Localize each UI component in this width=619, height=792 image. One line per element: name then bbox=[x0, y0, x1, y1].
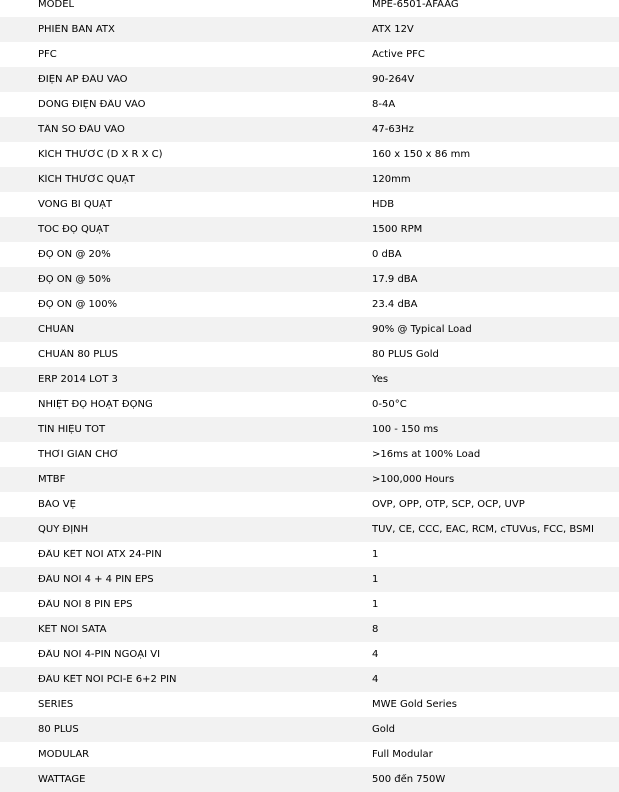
spec-value: 80 PLUS Gold bbox=[372, 349, 439, 360]
spec-value: 4 bbox=[372, 649, 379, 660]
spec-label: CHUẨN bbox=[38, 324, 75, 335]
spec-value: ATX 12V bbox=[372, 24, 414, 35]
spec-value: MPE-6501-AFAAG bbox=[372, 0, 459, 10]
spec-row bbox=[0, 392, 619, 417]
spec-row bbox=[0, 142, 619, 167]
spec-row bbox=[0, 442, 619, 467]
spec-row bbox=[0, 767, 619, 792]
spec-value: OVP, OPP, OTP, SCP, OCP, UVP bbox=[372, 499, 525, 510]
spec-row bbox=[0, 567, 619, 592]
spec-value: 47-63Hz bbox=[372, 124, 414, 135]
spec-row bbox=[0, 517, 619, 542]
spec-value: 8 bbox=[372, 624, 379, 635]
spec-value: 1 bbox=[372, 599, 379, 610]
spec-value: Gold bbox=[372, 724, 395, 735]
spec-label: NHIỆT ĐỘ HOẠT ĐỘNG bbox=[38, 399, 153, 410]
spec-value: 1 bbox=[372, 574, 379, 585]
spec-row bbox=[0, 742, 619, 767]
spec-row bbox=[0, 292, 619, 317]
spec-label: KÍCH THƯỚC QUẠT bbox=[38, 174, 135, 185]
spec-label: MODULAR bbox=[38, 749, 90, 760]
spec-value: 8-4A bbox=[372, 99, 396, 110]
spec-label: VÒNG BI QUẠT bbox=[38, 199, 113, 210]
spec-value: >16ms at 100% Load bbox=[372, 449, 481, 460]
spec-label: KẾT NỐI SATA bbox=[38, 624, 107, 635]
spec-label: BẢO VỆ bbox=[38, 499, 76, 510]
spec-label: QUY ĐỊNH bbox=[38, 524, 89, 535]
spec-value: 1 bbox=[372, 549, 379, 560]
spec-row bbox=[0, 492, 619, 517]
spec-value: Active PFC bbox=[372, 49, 425, 60]
spec-row bbox=[0, 367, 619, 392]
spec-label: ĐỘ ỒN @ 50% bbox=[38, 274, 111, 285]
spec-label: THỜI GIAN CHỜ bbox=[38, 449, 119, 460]
spec-row bbox=[0, 317, 619, 342]
spec-row bbox=[0, 67, 619, 92]
spec-row bbox=[0, 642, 619, 667]
spec-label: 80 PLUS bbox=[38, 724, 79, 735]
spec-label: CHUẨN 80 PLUS bbox=[38, 349, 118, 360]
spec-value: 500 đến 750W bbox=[372, 774, 446, 785]
spec-row bbox=[0, 17, 619, 42]
spec-row bbox=[0, 717, 619, 742]
spec-row bbox=[0, 617, 619, 642]
spec-value: 1500 RPM bbox=[372, 224, 423, 235]
spec-label: MODEL bbox=[38, 0, 75, 10]
spec-row bbox=[0, 667, 619, 692]
spec-value: 160 x 150 x 86 mm bbox=[372, 149, 471, 160]
spec-value: 90-264V bbox=[372, 74, 415, 85]
spec-label: TỐC ĐỘ QUẠT bbox=[38, 224, 110, 235]
spec-value: >100,000 Hours bbox=[372, 474, 455, 485]
spec-label: SERIES bbox=[38, 699, 74, 710]
spec-row bbox=[0, 542, 619, 567]
spec-label: ĐẦU KẾT NỐI ATX 24-PIN bbox=[38, 549, 162, 560]
spec-label: ĐẦU NỐI 4-PIN NGOẠI VI bbox=[38, 649, 161, 660]
spec-value: MWE Gold Series bbox=[372, 699, 457, 710]
spec-label: PFC bbox=[38, 49, 57, 60]
spec-label: PHIÊN BẢN ATX bbox=[38, 24, 115, 35]
spec-row bbox=[0, 117, 619, 142]
spec-row bbox=[0, 42, 619, 67]
spec-label: ĐỘ ỒN @ 100% bbox=[38, 299, 118, 310]
spec-value: 0 dBA bbox=[372, 249, 402, 260]
spec-row bbox=[0, 217, 619, 242]
spec-label: DÒNG ĐIỆN ĐẦU VÀO bbox=[38, 99, 146, 110]
spec-label: ĐẦU NỐI 4 + 4 PIN EPS bbox=[38, 574, 154, 585]
spec-value: HDB bbox=[372, 199, 395, 210]
spec-label: TẦN SỐ ĐẦU VÀO bbox=[38, 124, 125, 135]
spec-label: KÍCH THƯỚC (D X R X C) bbox=[38, 149, 163, 160]
spec-label: ĐẦU NỐI 8 PIN EPS bbox=[38, 599, 133, 610]
spec-label: TÍN HIỆU TỐT bbox=[38, 424, 106, 435]
spec-value: 100 - 150 ms bbox=[372, 424, 439, 435]
spec-label: ERP 2014 LOT 3 bbox=[38, 374, 118, 385]
spec-row bbox=[0, 0, 619, 17]
spec-row bbox=[0, 467, 619, 492]
spec-row bbox=[0, 267, 619, 292]
spec-label: MTBF bbox=[38, 474, 66, 485]
spec-row bbox=[0, 342, 619, 367]
spec-label: ĐỘ ỒN @ 20% bbox=[38, 249, 111, 260]
spec-label: ĐIỆN ÁP ĐẦU VÀO bbox=[38, 74, 128, 85]
spec-row bbox=[0, 417, 619, 442]
spec-label: WATTAGE bbox=[38, 774, 86, 785]
spec-label: ĐẦU KẾT NỐI PCI-E 6+2 PIN bbox=[38, 674, 177, 685]
spec-value: TUV, CE, CCC, EAC, RCM, cTUVus, FCC, BSMI bbox=[372, 524, 595, 535]
spec-value: 4 bbox=[372, 674, 379, 685]
spec-value: 0-50°C bbox=[372, 399, 407, 410]
spec-value: 120mm bbox=[372, 174, 411, 185]
spec-row bbox=[0, 692, 619, 717]
spec-row bbox=[0, 242, 619, 267]
spec-value: Full Modular bbox=[372, 749, 433, 760]
spec-value: 17.9 dBA bbox=[372, 274, 418, 285]
spec-value: Yes bbox=[372, 374, 389, 385]
spec-row bbox=[0, 192, 619, 217]
spec-value: 90% @ Typical Load bbox=[372, 324, 472, 335]
spec-row bbox=[0, 167, 619, 192]
spec-row bbox=[0, 592, 619, 617]
spec-row bbox=[0, 92, 619, 117]
spec-value: 23.4 dBA bbox=[372, 299, 418, 310]
